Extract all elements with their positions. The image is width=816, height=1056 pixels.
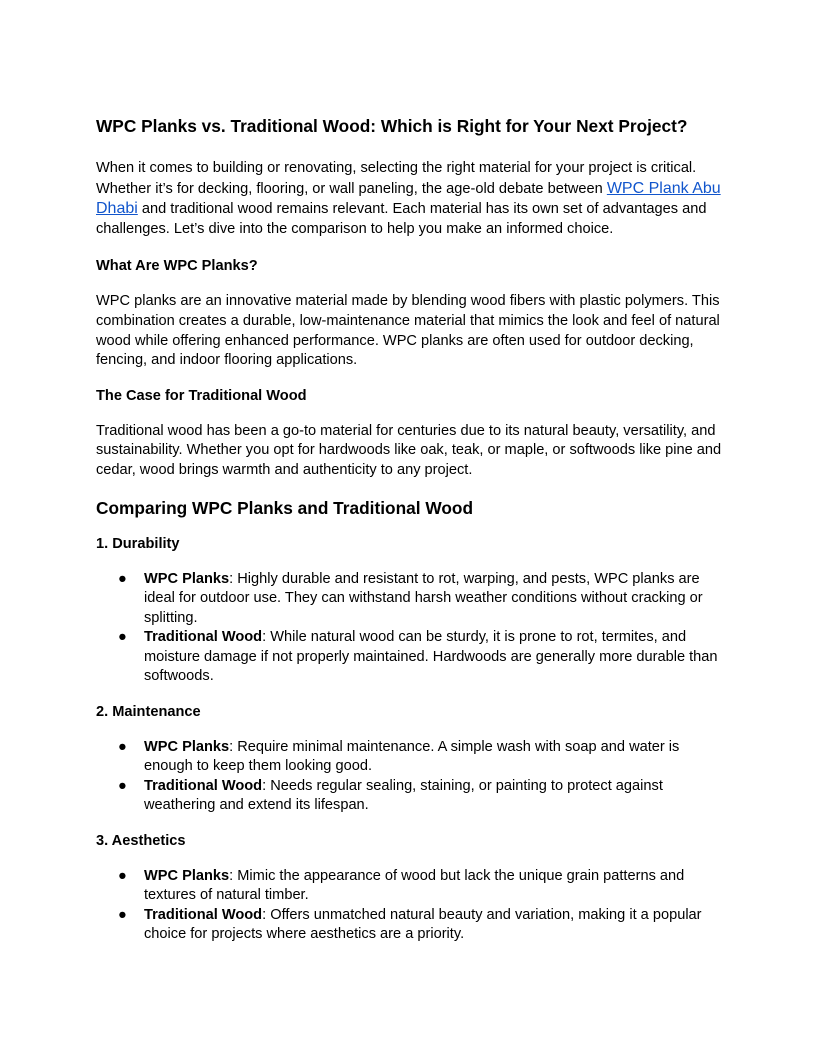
maintenance-list: [96, 738, 722, 816]
bullet-icon: ●: [118, 777, 127, 794]
item-label: Traditional Wood: [144, 906, 263, 923]
intro-paragraph: [96, 159, 722, 239]
item-label: WPC Planks: [144, 867, 230, 884]
item-text: : Mimic the appearance of wood but lack the unique grain patterns and textures of natural timber.: [144, 867, 685, 904]
list-item: [96, 628, 722, 687]
item-label: WPC Planks: [144, 738, 230, 755]
bullet-icon: ●: [118, 629, 127, 646]
maintenance-heading: 2. Maintenance: [96, 703, 201, 720]
list-item: [96, 867, 722, 906]
case-paragraph: Traditional wood has been a go-to material for centuries due to its natural beauty, versatility, and sustainability. Whether you opt for hardwoods like oak, teak, or maple, or softwoods like pine and cedar, wood brings warmth and authenticity to any project.: [96, 422, 722, 478]
item-text: : Needs regular sealing, staining, or painting to protect against weathering and extend its lifespan.: [144, 777, 663, 814]
intro-text-before-link: When it comes to building or renovating, selecting the right material for your project is critical. Whether it’s for decking, flooring, or wall paneling, the age-old debate between: [96, 160, 697, 197]
aesthetics-heading: 3. Aesthetics: [96, 832, 186, 849]
durability-list: [96, 570, 722, 687]
bullet-icon: ●: [118, 906, 127, 923]
item-label: Traditional Wood: [144, 777, 263, 794]
intro-text-after-link: and traditional wood remains relevant. Each material has its own set of advantages and challenges. Let’s dive into the comparison to help you make an informed choice.: [96, 201, 707, 237]
list-item: [96, 777, 722, 816]
comparing-heading: Comparing WPC Planks and Traditional Wood: [96, 497, 474, 518]
item-label: Traditional Wood: [144, 629, 263, 646]
page-title: WPC Planks vs. Traditional Wood: Which is Right for Your Next Project?: [96, 116, 688, 136]
list-item: [96, 570, 722, 629]
bullet-icon: ●: [118, 738, 127, 755]
wpc-plank-abu-dhabi-link[interactable]: WPC Plank Abu Dhabi: [96, 179, 721, 218]
item-text: : Require minimal maintenance. A simple wash with soap and water is enough to keep them looking good.: [144, 738, 680, 775]
bullet-icon: ●: [118, 570, 127, 587]
bullet-icon: ●: [118, 867, 127, 884]
item-text: : Highly durable and resistant to rot, warping, and pests, WPC planks are ideal for outdoor use. They can withstand harsh weather conditions without cracking or splitting.: [144, 570, 703, 626]
item-label: WPC Planks: [144, 570, 230, 587]
list-item: [96, 738, 722, 777]
list-item: [96, 906, 722, 945]
document-body: [96, 115, 722, 961]
durability-heading: 1. Durability: [96, 535, 180, 552]
what-are-paragraph: WPC planks are an innovative material made by blending wood fibers with plastic polymers. This combination creates a durable, low-maintenance material that mimics the look and feel of natural wood while offering enhanced performance. WPC planks are often used for outdoor decking, fencing, and indoor flooring applications.: [96, 293, 720, 369]
item-text: : Offers unmatched natural beauty and variation, making it a popular choice for projects where aesthetics are a priority.: [144, 906, 702, 943]
what-are-heading: What Are WPC Planks?: [96, 258, 258, 275]
item-text: : While natural wood can be sturdy, it is prone to rot, termites, and moisture damage if not properly maintained. Hardwoods are generally more durable than softwoods.: [144, 629, 718, 685]
case-heading: The Case for Traditional Wood: [96, 387, 307, 404]
aesthetics-list: [96, 867, 722, 945]
